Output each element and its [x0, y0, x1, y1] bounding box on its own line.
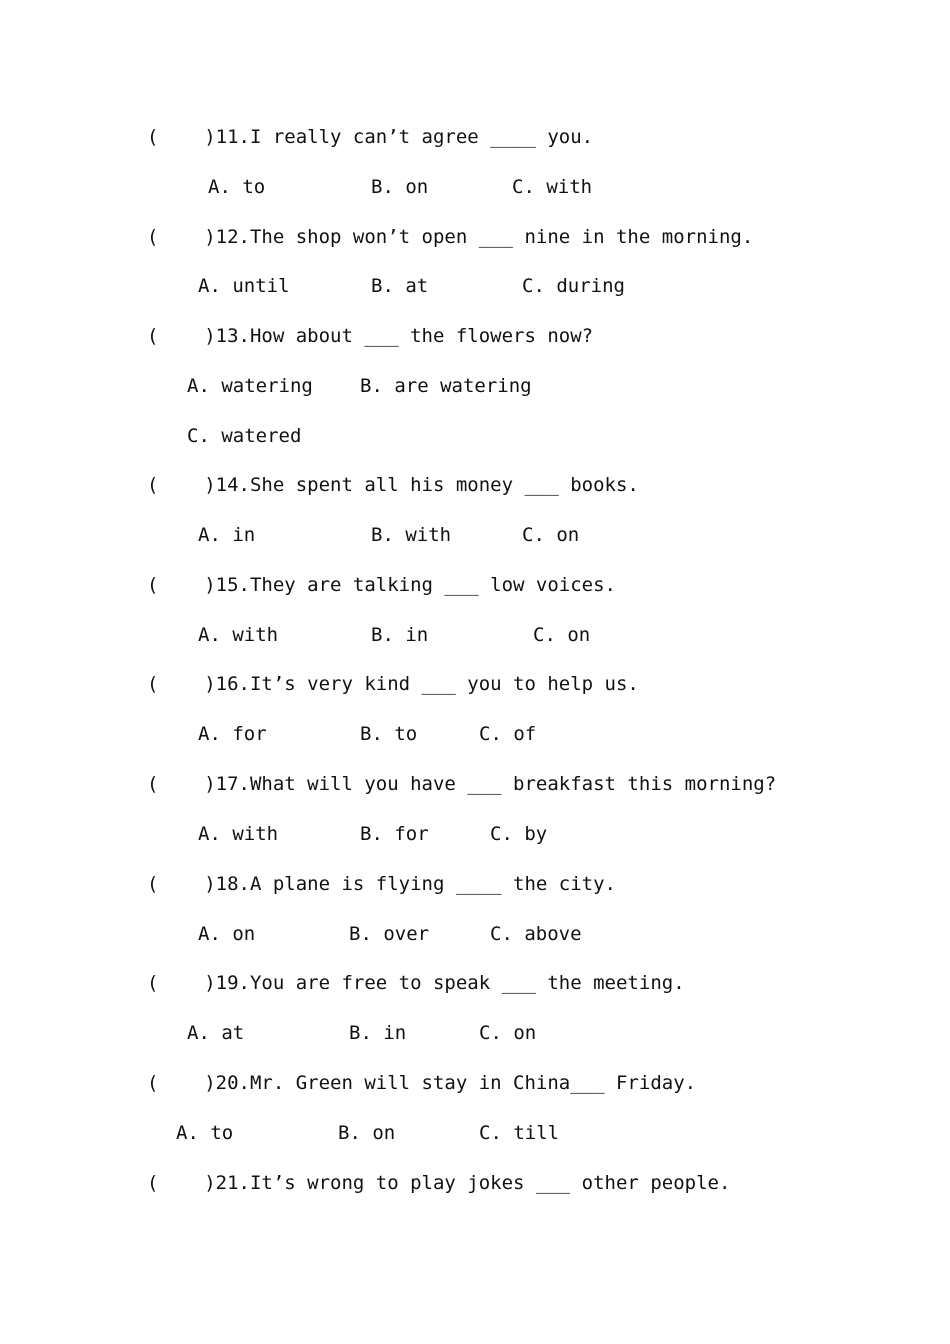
question-13-option-c: C. watered	[187, 425, 302, 447]
question-11-stem: ( )11.I really can’t agree ____ you.	[147, 126, 594, 148]
question-12-option-a: A. until	[198, 275, 290, 297]
question-18-option-c: C. above	[490, 923, 582, 945]
question-20-option-a: A. to	[176, 1122, 234, 1144]
question-19-option-c: C. on	[479, 1022, 537, 1044]
question-21-stem: ( )21.It’s wrong to play jokes ___ other people.	[147, 1172, 731, 1194]
question-20-option-c: C. till	[479, 1122, 560, 1144]
question-14-option-c: C. on	[522, 524, 580, 546]
question-19-option-b: B. in	[349, 1022, 407, 1044]
question-11-option-a: A. to	[208, 176, 266, 198]
question-12-option-b: B. at	[371, 275, 429, 297]
question-13-stem: ( )13.How about ___ the flowers now?	[147, 325, 594, 347]
question-19-stem: ( )19.You are free to speak ___ the meeting.	[147, 972, 685, 994]
question-20-option-b: B. on	[338, 1122, 396, 1144]
question-18-option-b: B. over	[349, 923, 430, 945]
question-17-option-c: C. by	[490, 823, 548, 845]
question-17-option-b: B. for	[360, 823, 429, 845]
question-11-option-c: C. with	[512, 176, 593, 198]
question-19-option-a: A. at	[187, 1022, 245, 1044]
question-14-stem: ( )14.She spent all his money ___ books.	[147, 474, 639, 496]
question-15-option-a: A. with	[198, 624, 279, 646]
question-14-option-a: A. in	[198, 524, 256, 546]
question-12-stem: ( )12.The shop won’t open ___ nine in the morning.	[147, 226, 754, 248]
question-15-option-b: B. in	[371, 624, 429, 646]
question-14-option-b: B. with	[371, 524, 452, 546]
question-17-option-a: A. with	[198, 823, 279, 845]
question-18-option-a: A. on	[198, 923, 256, 945]
question-16-option-c: C. of	[479, 723, 537, 745]
question-13-option-b: B. are watering	[360, 375, 532, 397]
question-13-option-a: A. watering	[187, 375, 313, 397]
question-20-stem: ( )20.Mr. Green will stay in China___ Friday.	[147, 1072, 697, 1094]
question-16-option-b: B. to	[360, 723, 418, 745]
question-16-option-a: A. for	[198, 723, 267, 745]
question-12-option-c: C. during	[522, 275, 625, 297]
question-17-stem: ( )17.What will you have ___ breakfast this morning?	[147, 773, 777, 795]
question-15-option-c: C. on	[533, 624, 591, 646]
question-16-stem: ( )16.It’s very kind ___ you to help us.	[147, 673, 639, 695]
question-11-option-b: B. on	[371, 176, 429, 198]
question-18-stem: ( )18.A plane is flying ____ the city.	[147, 873, 616, 895]
question-15-stem: ( )15.They are talking ___ low voices.	[147, 574, 616, 596]
